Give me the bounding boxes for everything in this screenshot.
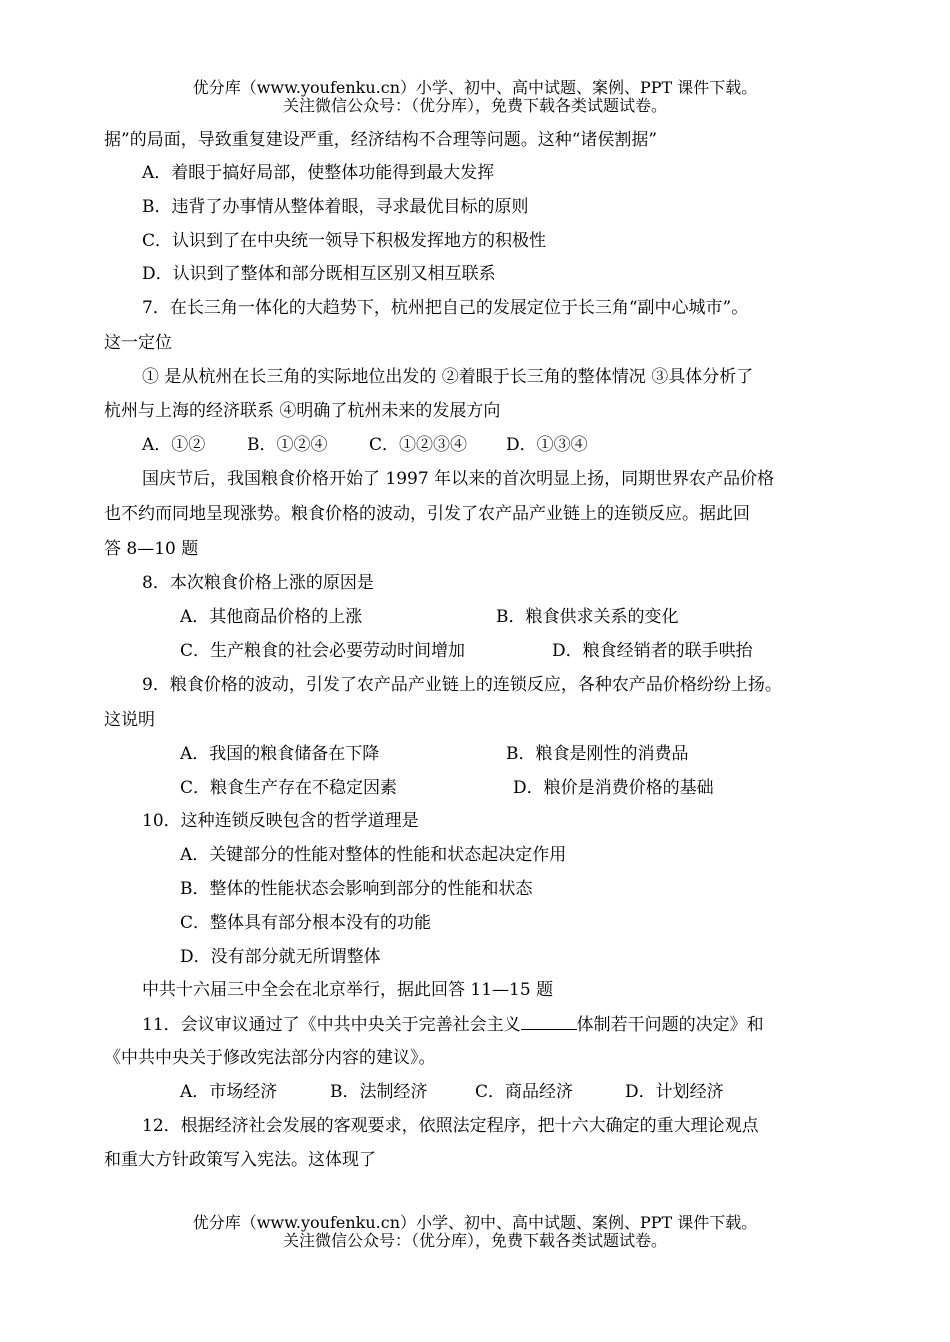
page-header-line-1: 优分库（www.youfenku.cn）小学、初中、高中试题、案例、PPT 课件下载。	[192, 78, 758, 97]
passage-8-10-line-2: 也不约而同地呈现涨势。粮食价格的波动，引发了农产品产业链上的连锁反应。据此回	[104, 504, 750, 524]
q10-stem: 10．这种连锁反映包含的哲学道理是	[142, 811, 419, 831]
q7-option-c: C．①②③④	[369, 435, 468, 455]
q8-option-c: C．生产粮食的社会必要劳动时间增加	[180, 641, 466, 661]
q11-stem-part-1: 11．会议审议通过了《中共中央关于完善社会主义	[142, 1015, 521, 1035]
q7-stem-line-2: 这一定位	[104, 333, 172, 353]
q7-option-a: A．①②	[142, 435, 206, 455]
q8-stem: 8．本次粮食价格上涨的原因是	[142, 573, 374, 593]
q11-option-c: C．商品经济	[475, 1082, 574, 1102]
q9-option-d: D．粮价是消费价格的基础	[513, 778, 714, 798]
q11-fill-in-blank	[521, 1013, 577, 1030]
q6-option-a: A．着眼于搞好局部，使整体功能得到最大发挥	[142, 163, 495, 183]
q12-stem-line-1: 12．根据经济社会发展的客观要求，依照法定程序，把十六大确定的重大理论观点	[142, 1116, 759, 1136]
passage-8-10-line-1: 国庆节后，我国粮食价格开始了 1997 年以来的首次明显上扬，同期世界农产品价格	[142, 469, 775, 489]
q9-stem-line-2: 这说明	[104, 710, 155, 730]
q9-option-a: A．我国的粮食储备在下降	[180, 744, 380, 764]
q11-stem-part-2: 体制若干问题的决定》和	[576, 1015, 764, 1035]
q10-option-d: D．没有部分就无所谓整体	[180, 947, 381, 967]
q8-option-a: A．其他商品价格的上涨	[180, 607, 363, 627]
passage-11-15: 中共十六届三中全会在北京举行，据此回答 11—15 题	[142, 980, 554, 1000]
q7-items-line-2: 杭州与上海的经济联系 ④明确了杭州未来的发展方向	[104, 401, 501, 421]
q11-option-b: B．法制经济	[330, 1082, 428, 1102]
q11-stem-line-1	[142, 1013, 764, 1036]
q7-option-b: B．①②④	[247, 435, 328, 455]
passage-8-10-line-3: 答 8—10 题	[104, 539, 199, 559]
q10-option-b: B．整体的性能状态会影响到部分的性能和状态	[180, 879, 533, 899]
q11-option-a: A．市场经济	[180, 1082, 278, 1102]
q10-option-c: C．整体具有部分根本没有的功能	[180, 913, 432, 933]
q9-stem-line-1: 9．粮食价格的波动，引发了农产品产业链上的连锁反应，各种农产品价格纷纷上扬。	[142, 675, 782, 695]
q6-option-b: B．违背了办事情从整体着眼，寻求最优目标的原则	[142, 197, 529, 217]
q7-stem-line-1: 7．在长三角一体化的大趋势下，杭州把自己的发展定位于长三角“副中心城市”。	[142, 298, 749, 318]
page-footer-line-1: 优分库（www.youfenku.cn）小学、初中、高中试题、案例、PPT 课件下载。	[192, 1213, 758, 1232]
page-header-line-2: 关注微信公众号：（优分库），免费下载各类试题试卷。	[282, 96, 667, 115]
q9-option-c: C．粮食生产存在不稳定因素	[180, 778, 398, 798]
q11-stem-line-2: 《中共中央关于修改宪法部分内容的建议》。	[104, 1048, 436, 1068]
q11-option-d: D．计划经济	[625, 1082, 724, 1102]
q6-option-c: C．认识到了在中央统一领导下积极发挥地方的积极性	[142, 231, 547, 251]
q8-option-b: B．粮食供求关系的变化	[496, 607, 679, 627]
q7-items-line-1: ① 是从杭州在长三角的实际地位出发的 ②着眼于长三角的整体情况 ③具体分析了	[142, 367, 754, 387]
q12-stem-line-2: 和重大方针政策写入宪法。这体现了	[104, 1150, 376, 1170]
q6-option-d: D．认识到了整体和部分既相互区别又相互联系	[142, 264, 496, 284]
q7-option-d: D．①③④	[506, 435, 588, 455]
q10-option-a: A．关键部分的性能对整体的性能和状态起决定作用	[180, 845, 567, 865]
q9-option-b: B．粮食是刚性的消费品	[506, 744, 689, 764]
q8-option-d: D．粮食经销者的联手哄抬	[552, 641, 753, 661]
page-footer-line-2: 关注微信公众号：（优分库），免费下载各类试题试卷。	[282, 1231, 667, 1250]
q6-stem-continuation: 据”的局面，导致重复建设严重，经济结构不合理等问题。这种“诸侯割据”	[104, 130, 658, 150]
